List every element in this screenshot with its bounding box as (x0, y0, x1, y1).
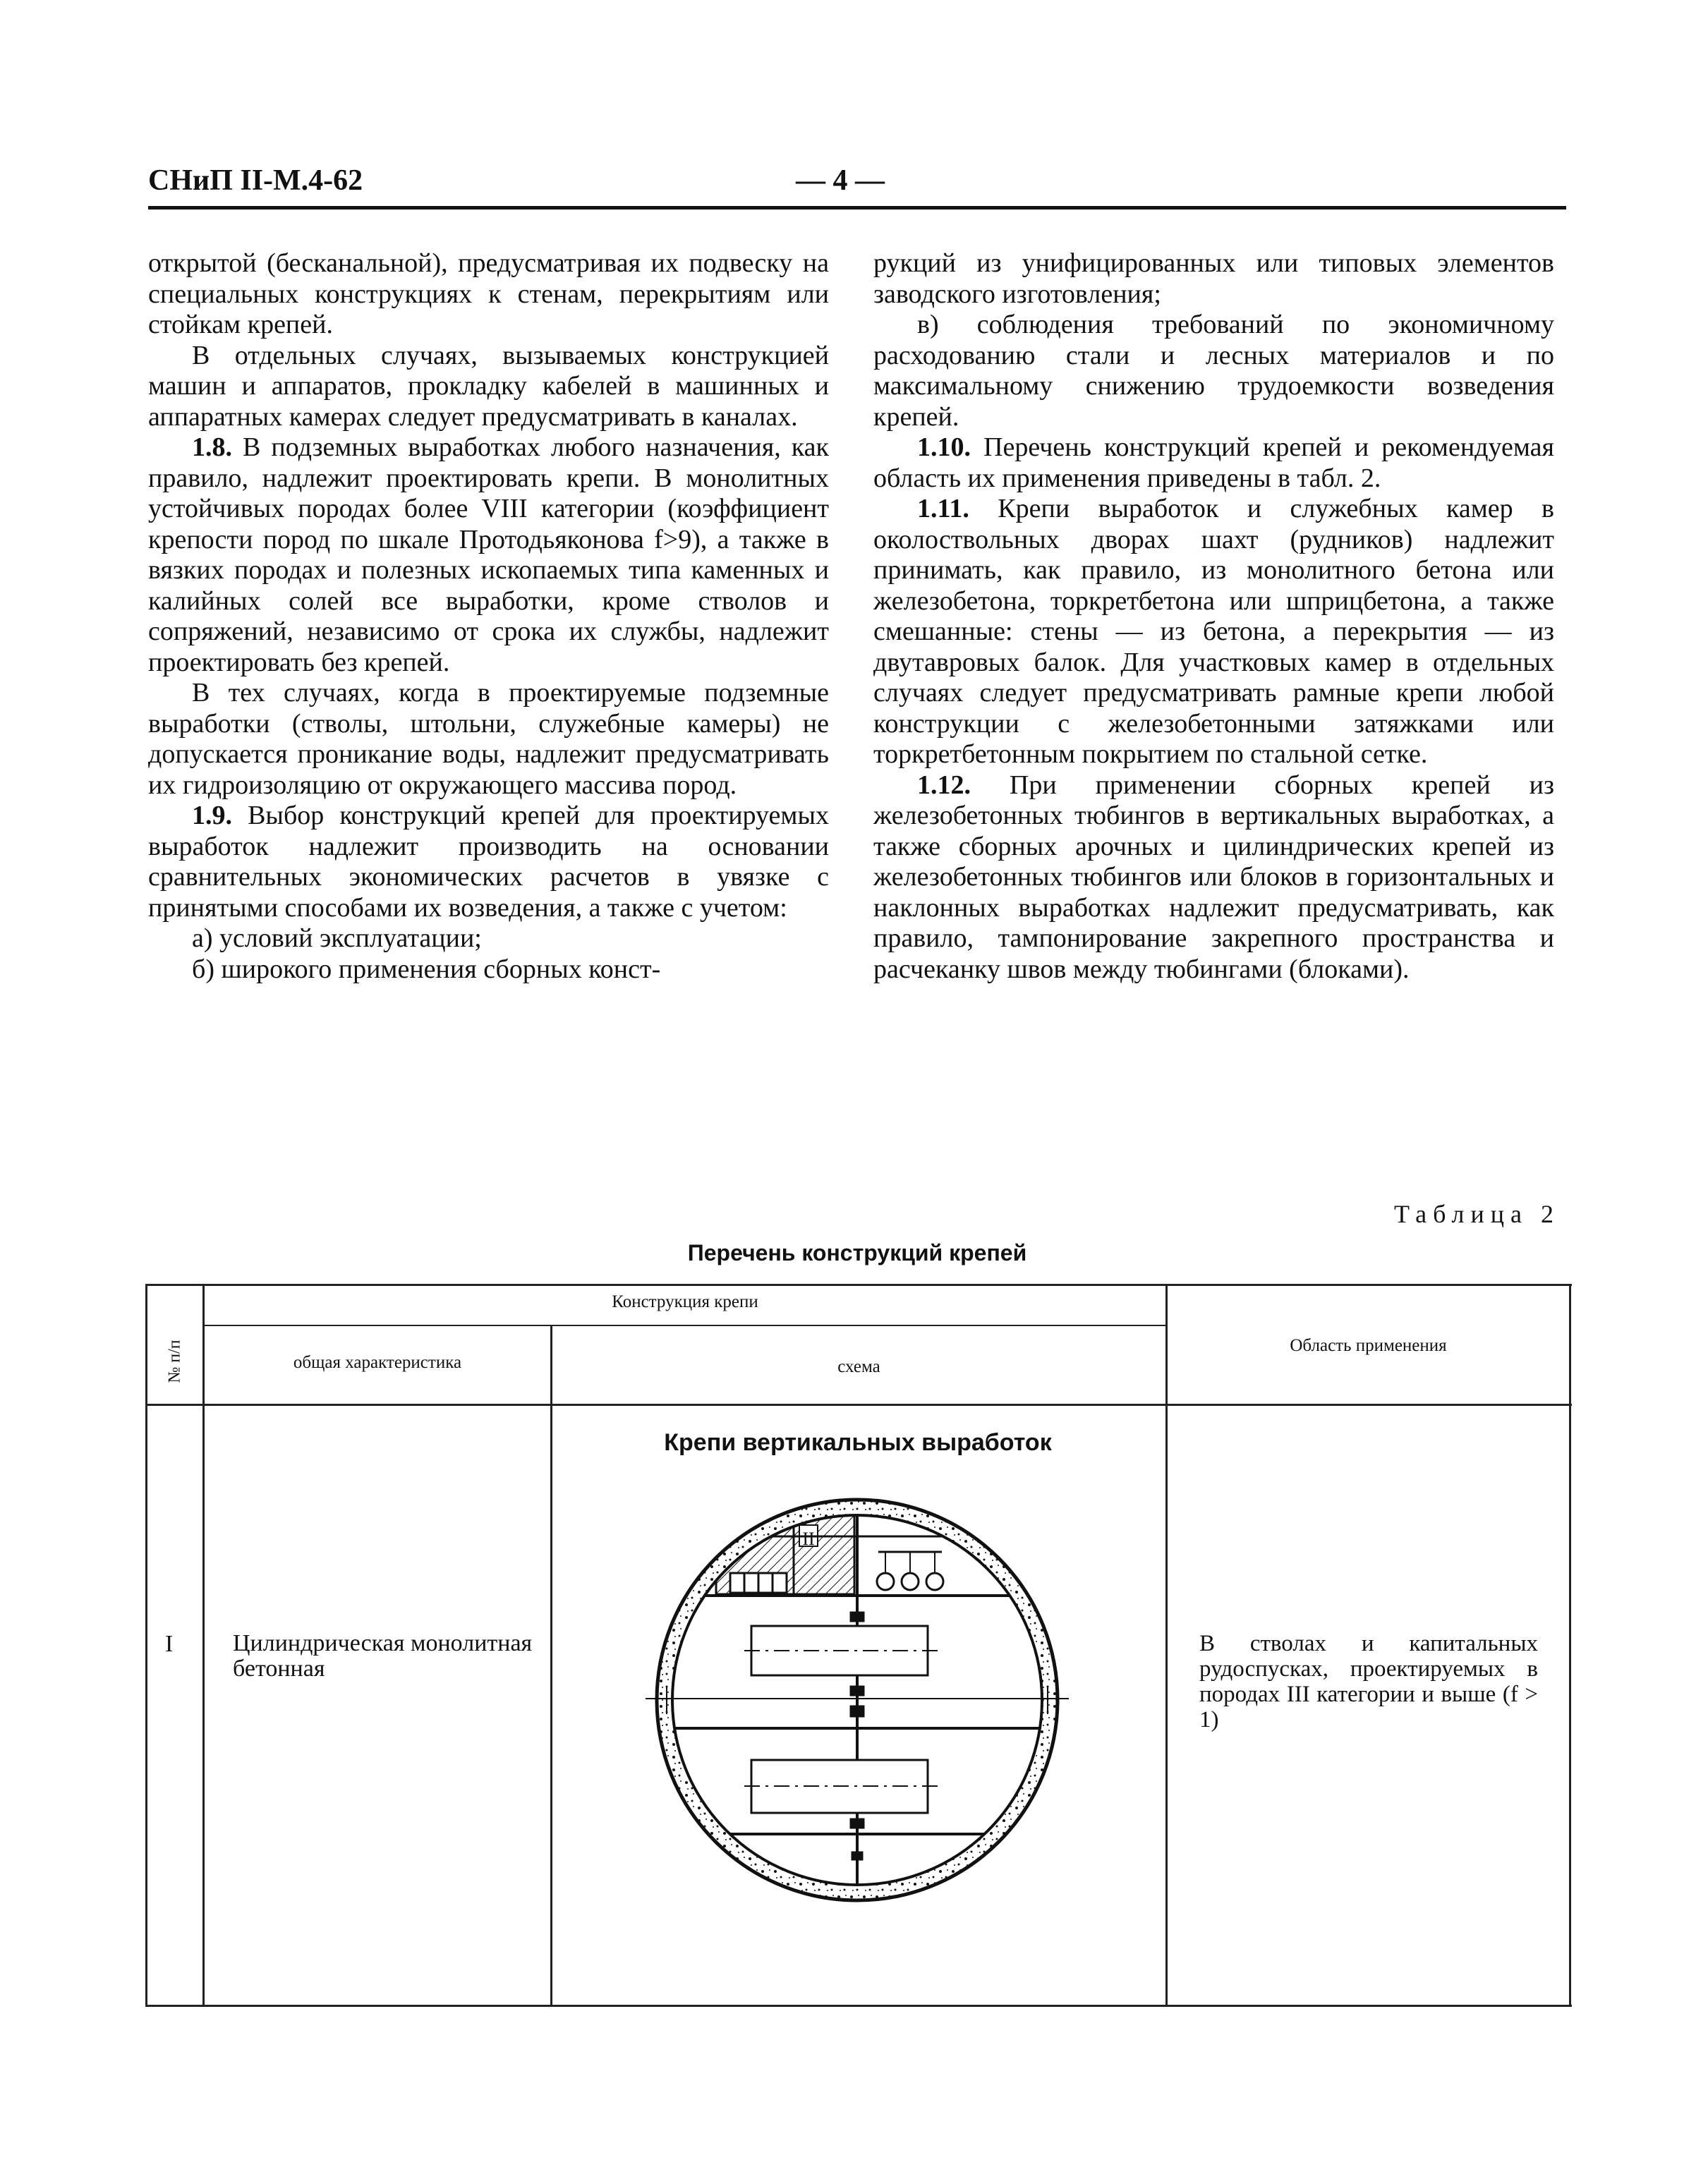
row-general: Цилиндрическая монолитная бетонная (233, 1630, 533, 1682)
header-rule (148, 206, 1566, 210)
paragraph: В отдельных случаях, вызываемых конструкцией машин и аппаратов, прокладку кабелей в машинных и аппаратных камерах следует предусматривать в каналах. (148, 340, 829, 432)
page-number: — 4 — (796, 164, 885, 197)
clause-1-11: 1.11. Крепи выработок и служебных камер в околоствольных дворах шахт (рудников) надлежит принимать, как правило, из монолитного бетона или железобетона, торкретбетона или шприцбетона, а также смешанные: стены — из бетона, а перекрытия — из двутавровых балок. Для участковых камер в отдельных случаях следует предусматривать рамные крепи любой конструкции с железобетонными затяжками или торкретбетонным покрытием по стальной сетке. (873, 494, 1554, 769)
document-code: СНиП II-М.4-62 (148, 164, 363, 197)
column-header-area: Область применения (1290, 1336, 1447, 1355)
row-area: В стволах и капитальных рудоспусках, проектируемых в породах III категории и выше (f > 1) (1199, 1631, 1538, 1732)
column-header-number: № п/п (165, 1340, 184, 1383)
list-item-a: а) условий эксплуатации; (192, 923, 482, 953)
list-item-v: в) соблюдения требований по экономичному расходованию стали и лесных материалов и по максимальному снижению трудоемкости возведения крепей. (873, 310, 1554, 432)
compartment-label: II (802, 1529, 815, 1549)
table-title: Перечень конструкций крепей (687, 1240, 1027, 1265)
column-group-header: Конструкция крепи (612, 1292, 758, 1311)
clause-1-12: 1.12. При применении сборных крепей из железобетонных тюбингов в вертикальных выработках, а также сборных арочных и цилиндрических крепей из железобетонных тюбингов или блоков в горизонтальных и наклонных выработках надлежит предусматривать, как правило, тампонирование закрепного пространства и расчеканку швов между тюбингами (блоками). (873, 770, 1554, 984)
table-caption: Таблица 2 (1394, 1200, 1560, 1228)
paragraph: рукций из унифицированных или типовых элементов заводского изготовления; (873, 248, 1554, 309)
clause-1-8: 1.8. В подземных выработках любого назначения, как правило, надлежит проектировать крепи. В монолитных устойчивых породах более VIII категории (коэффициент крепости пород по шкале Протодьяконова f>9), а также в вязких породах и полезных ископаемых типа каменных и калийных солей все выработки, кроме стволов и сопряжений, независимо от срока их службы, надлежит проектировать без крепей. (148, 432, 829, 677)
paragraph: открытой (бесканальной), предусматривая их подвеску на специальных конструкциях к стенам, перекрытиям или стойкам крепей. (148, 248, 829, 339)
column-header-scheme: схема (837, 1357, 880, 1376)
shaft-section-diagram (646, 1474, 1069, 1926)
row-number: I (165, 1631, 174, 1657)
right-column (873, 248, 1554, 985)
list-item-b: б) широкого применения сборных конст- (192, 954, 661, 984)
paragraph: В тех случаях, когда в проектируемые подземные выработки (стволы, штольни, служебные камеры) не допускается проникание воды, надлежит предусматривать их гидроизоляцию от окружающего массива пород. (148, 678, 829, 800)
clause-1-9: 1.9. Выбор конструкций крепей для проектируемых выработок надлежит производить на основании сравнительных экономических расчетов в увязке с принятыми способами их возведения, а также с учетом: (148, 801, 829, 923)
clause-1-10: 1.10. Перечень конструкций крепей и рекомендуемая область их применения приведены в табл. 2. (873, 432, 1554, 493)
left-column (148, 248, 829, 985)
column-header-general: общая характеристика (293, 1353, 462, 1372)
section-heading: Крепи вертикальных выработок (664, 1429, 1052, 1456)
